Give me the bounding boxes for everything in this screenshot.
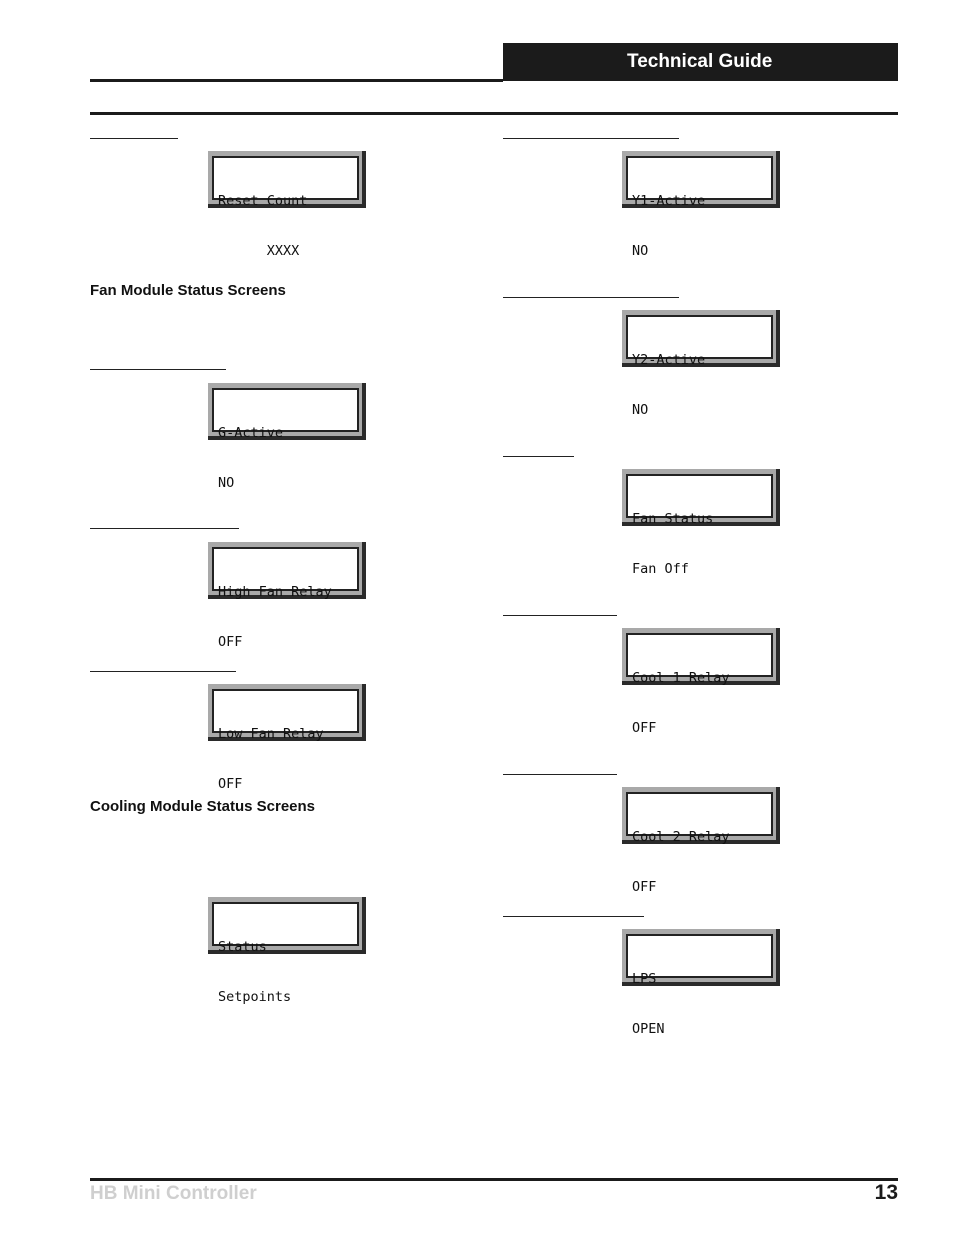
lcd-screen bbox=[626, 474, 773, 577]
lcd-line-2: NO bbox=[632, 401, 649, 418]
lcd-fan-status bbox=[622, 469, 780, 577]
lcd-line-2: NO bbox=[218, 474, 235, 491]
lcd-lps bbox=[622, 929, 780, 1037]
caption-rule bbox=[90, 369, 226, 370]
lcd-line-2: OPEN bbox=[632, 1020, 665, 1037]
lcd-line-1: Low Fan Relay bbox=[218, 726, 324, 742]
lcd-line-2: Setpoints bbox=[218, 988, 292, 1005]
lcd-line-2: OFF bbox=[632, 878, 657, 895]
lcd-line-1: Y1-Active bbox=[632, 193, 706, 209]
lcd-line-1: Y2-Active bbox=[632, 352, 706, 368]
lcd-line-2: NO bbox=[632, 242, 649, 259]
lcd-line-2: XXXX bbox=[218, 242, 300, 259]
header-title-box bbox=[503, 43, 898, 81]
lcd-screen bbox=[212, 902, 359, 1005]
lcd-screen bbox=[626, 934, 773, 1037]
lcd-screen bbox=[212, 547, 359, 650]
lcd-y1-active bbox=[622, 151, 780, 259]
lcd-line-2: OFF bbox=[218, 633, 243, 650]
caption-rule bbox=[503, 916, 644, 917]
lcd-status-setpoints bbox=[208, 897, 366, 1005]
caption-rule bbox=[503, 456, 574, 457]
lcd-y2-active bbox=[622, 310, 780, 418]
lcd-screen bbox=[212, 156, 359, 259]
footer-rule bbox=[90, 1178, 898, 1181]
lcd-screen bbox=[626, 633, 773, 736]
header-rule-left bbox=[90, 79, 503, 82]
lcd-line-1: Cool 1 Relay bbox=[632, 670, 730, 686]
caption-rule bbox=[503, 774, 617, 775]
lcd-line-1: Status bbox=[218, 939, 267, 955]
caption-rule bbox=[90, 671, 236, 672]
footer-title: HB Mini Controller bbox=[90, 1183, 257, 1204]
lcd-low-fan-relay bbox=[208, 684, 366, 792]
header-rule-full bbox=[90, 112, 898, 115]
lcd-screen bbox=[626, 156, 773, 259]
caption-rule bbox=[503, 615, 617, 616]
lcd-line-2: OFF bbox=[632, 719, 657, 736]
lcd-cool-2-relay bbox=[622, 787, 780, 895]
lcd-screen bbox=[212, 689, 359, 792]
header-title: Technical Guide bbox=[627, 51, 773, 72]
fan-module-heading: Fan Module Status Screens bbox=[90, 282, 286, 299]
lcd-line-2: Fan Off bbox=[632, 560, 689, 577]
lcd-cool-1-relay bbox=[622, 628, 780, 736]
page-number: 13 bbox=[874, 1181, 898, 1204]
caption-rule bbox=[503, 297, 679, 298]
caption-rule bbox=[503, 138, 679, 139]
cooling-module-heading: Cooling Module Status Screens bbox=[90, 798, 316, 815]
lcd-screen bbox=[626, 315, 773, 418]
lcd-line-1: LPS bbox=[632, 971, 657, 987]
lcd-line-1: G-Active bbox=[218, 425, 284, 441]
lcd-line-1: High Fan Relay bbox=[218, 584, 332, 600]
caption-rule bbox=[90, 138, 178, 139]
lcd-high-fan-relay bbox=[208, 542, 366, 650]
lcd-line-1: Reset Count bbox=[218, 193, 308, 209]
lcd-line-1: Cool 2 Relay bbox=[632, 829, 730, 845]
lcd-reset-count bbox=[208, 151, 366, 259]
lcd-g-active bbox=[208, 383, 366, 491]
lcd-line-2: OFF bbox=[218, 775, 243, 792]
lcd-screen bbox=[626, 792, 773, 895]
caption-rule bbox=[90, 528, 239, 529]
lcd-screen bbox=[212, 388, 359, 491]
lcd-line-1: Fan Status bbox=[632, 511, 714, 527]
